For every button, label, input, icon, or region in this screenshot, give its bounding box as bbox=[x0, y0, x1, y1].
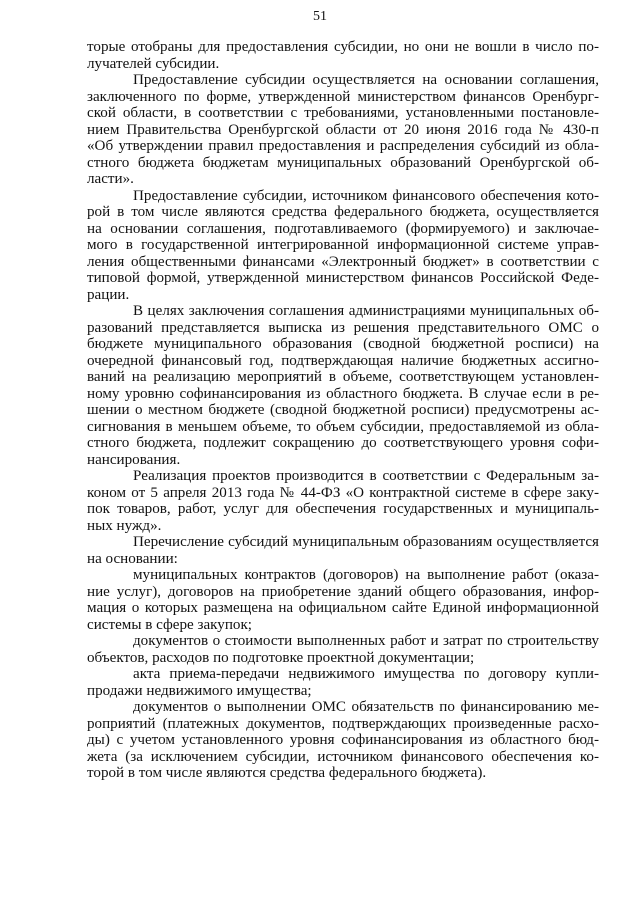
text-line: заключенного по форме, утвержденной министерством финансов Оренбург- bbox=[87, 88, 599, 105]
paragraph bbox=[87, 188, 599, 304]
paragraph bbox=[87, 468, 599, 534]
document-body bbox=[87, 39, 599, 782]
text-line: типовой формой, утвержденной министерством финансов Российской Феде- bbox=[87, 270, 599, 286]
text-line: лучателей субсидии. bbox=[87, 55, 220, 72]
text-line: продажи недвижимого имущества; bbox=[87, 682, 312, 699]
paragraph bbox=[87, 567, 599, 633]
text-line: ления общественными финансами «Электронный бюджет» в соответствии с bbox=[87, 253, 599, 270]
text-line: на основании соглашения, подготавливаемого (формируемого) и заключае- bbox=[87, 220, 599, 237]
paragraph bbox=[87, 303, 599, 468]
text-line: роприятий (платежных документов, подтверждающих произведенные расхо- bbox=[87, 715, 599, 732]
text-line: ской области, в соответствии с требованиями, установленными постановле- bbox=[87, 105, 599, 121]
text-line: на основании: bbox=[87, 550, 178, 567]
text-line: муниципальных контрактов (договоров) на выполнение работ (оказа- bbox=[133, 567, 599, 583]
text-line: системы в сфере закупок; bbox=[87, 616, 252, 633]
text-line: стного бюджета бюджетам муниципальных образований Оренбургской об- bbox=[87, 154, 599, 171]
paragraph bbox=[87, 534, 599, 567]
text-line: пок товаров, работ, услуг для обеспечения государственных и муниципаль- bbox=[87, 501, 599, 517]
text-line: ние услуг), договоров на приобретение зданий общего образования, инфор- bbox=[87, 583, 599, 600]
text-line: мого в государственной интегрированной информационной системе управ- bbox=[87, 237, 599, 253]
text-line: ды) с учетом установленного уровня софинансирования из областного бюд- bbox=[87, 732, 599, 748]
text-line: рации. bbox=[87, 286, 130, 303]
text-line: рой в том числе являются средства федерального бюджета, осуществляется bbox=[87, 204, 599, 220]
text-line: стного бюджета, подлежит сокращению до соответствующего уровня софи- bbox=[87, 435, 599, 451]
text-line: ному уровню софинансирования из областного бюджета. В случае если в ре- bbox=[87, 385, 599, 402]
text-line: объектов, расходов по подготовке проектной документации; bbox=[87, 649, 475, 666]
page-number: 51 bbox=[313, 9, 327, 24]
text-line: нием Правительства Оренбургской области от 20 июня 2016 года № 430-п bbox=[87, 121, 599, 138]
text-line: Предоставление субсидии осуществляется на основании соглашения, bbox=[133, 72, 599, 88]
paragraph bbox=[87, 633, 599, 666]
paragraph bbox=[87, 72, 599, 188]
text-line: документов о выполнении ОМС обязательств по финансированию ме- bbox=[133, 699, 599, 715]
text-line: шении о местном бюджете (сводной бюджетной росписи) предусмотрены ас- bbox=[87, 402, 599, 418]
text-line: ласти». bbox=[87, 171, 134, 187]
paragraph bbox=[87, 39, 599, 72]
text-line: мация о которых размещена на официальном сайте Единой информационной bbox=[87, 600, 599, 616]
text-line: В целях заключения соглашения администрациями муниципальных об- bbox=[133, 303, 599, 319]
text-line: нансирования. bbox=[87, 451, 181, 468]
paragraph bbox=[87, 666, 599, 699]
text-line: разований представляется выписка из решения представительного ОМС о bbox=[87, 319, 599, 336]
text-line: Реализация проектов производится в соответствии с Федеральным за- bbox=[133, 468, 599, 484]
text-line: документов о стоимости выполненных работ и затрат по строительству bbox=[133, 633, 599, 649]
text-line: ваний на реализацию мероприятий в объеме, соответствующем установлен- bbox=[87, 369, 599, 385]
text-line: торой в том числе являются средства федерального бюджета). bbox=[87, 765, 487, 781]
text-line: жета (за исключением субсидии, источником финансового обеспечения ко- bbox=[87, 748, 599, 765]
text-line: ных нужд». bbox=[87, 517, 162, 534]
text-line: «Об утверждении правил предоставления и распределения субсидий из обла- bbox=[87, 138, 599, 154]
text-line: бюджете муниципального образования (сводной бюджетной росписи) на bbox=[87, 336, 599, 352]
text-line: Предоставление субсидии, источником финансового обеспечения кото- bbox=[133, 187, 599, 204]
text-line: торые отобраны для предоставления субсидии, но они не вошли в число по- bbox=[87, 39, 599, 55]
text-line: коном от 5 апреля 2013 года № 44-ФЗ «О контрактной системе в сфере заку- bbox=[87, 484, 599, 501]
paragraph bbox=[87, 699, 599, 782]
text-line: акта приема-передачи недвижимого имущества по договору купли- bbox=[133, 666, 599, 682]
text-line: сигнования в меньшем объеме, то объем субсидии, предоставляемой из обла- bbox=[87, 418, 599, 435]
text-line: Перечисление субсидий муниципальным образованиям осуществляется bbox=[133, 534, 599, 550]
text-line: очередной финансовый год, подтверждающая наличие бюджетных ассигно- bbox=[87, 352, 599, 369]
